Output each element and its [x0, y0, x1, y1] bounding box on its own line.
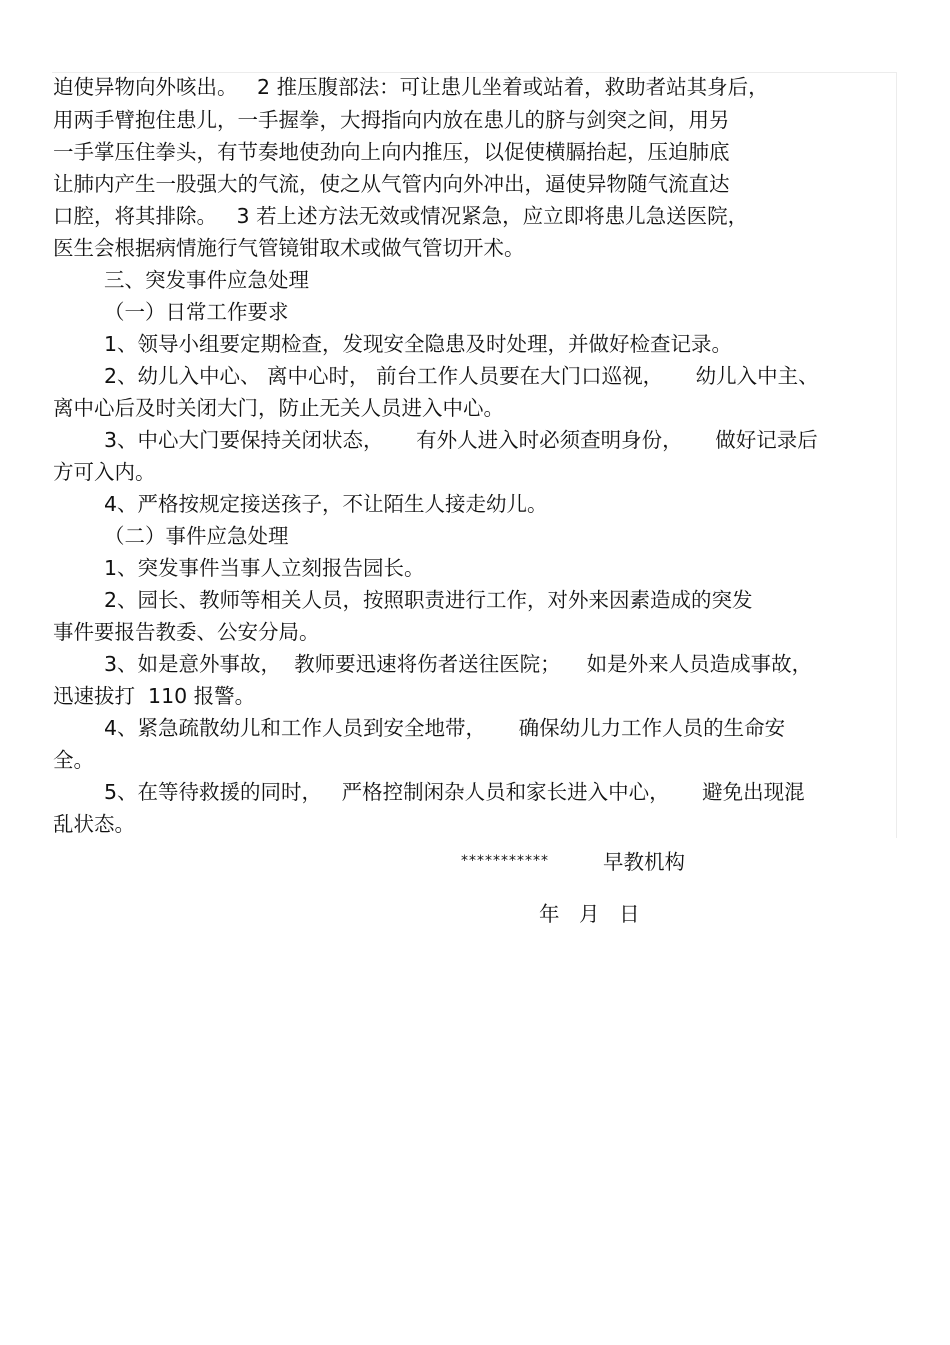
list-item: 1、突发事件当事人立刻报告园长。	[104, 556, 425, 580]
paragraph-line: 让肺内产生一股强大的气流，使之从气管内向外冲出，逼使异物随气流直达	[53, 172, 730, 196]
list-item: 5、在等待救援的同时， 严格控制闲杂人员和家长进入中心， 避免出现混	[104, 780, 805, 804]
list-item-continuation: 方可入内。	[53, 460, 156, 484]
paragraph-line: 用两手臂抱住患儿，一手握拳，大拇指向内放在患儿的脐与剑突之间，用另	[53, 108, 730, 132]
paragraph-line: 迫使异物向外咳出。 2 推压腹部法：可让患儿坐着或站着，救助者站其身后，	[53, 75, 769, 99]
list-item: 4、严格按规定接送孩子，不让陌生人接走幼儿。	[104, 492, 548, 516]
subsection-heading: （一）日常工作要求	[104, 300, 289, 324]
list-item: 1、领导小组要定期检查，发现安全隐患及时处理，并做好检查记录。	[104, 332, 733, 356]
signature-stars: ***********	[461, 853, 549, 869]
list-item: 2、幼儿入中心、 离中心时， 前台工作人员要在大门口巡视， 幼儿入中主、	[104, 364, 819, 388]
list-item: 2、园长、教师等相关人员，按照职责进行工作，对外来因素造成的突发	[104, 588, 753, 612]
list-item-continuation: 全。	[53, 748, 94, 772]
section-heading: 三、突发事件应急处理	[104, 268, 309, 292]
paragraph-line: 一手掌压住拳头，有节奏地使劲向上向内推压，以促使横膈抬起，压迫肺底	[53, 140, 730, 164]
paragraph-line: 医生会根据病情施行气管镜钳取术或做气管切开术。	[53, 236, 525, 260]
list-item: 3、中心大门要保持关闭状态， 有外人进入时必须查明身份， 做好记录后	[104, 428, 818, 452]
paragraph-line: 口腔，将其排除。 3 若上述方法无效或情况紧急，应立即将患儿急送医院，	[53, 204, 749, 228]
list-item: 4、紧急疏散幼儿和工作人员到安全地带， 确保幼儿力工作人员的生命安	[104, 716, 786, 740]
list-item-continuation: 离中心后及时关闭大门，防止无关人员进入中心。	[53, 396, 504, 420]
list-item-continuation: 迅速拔打 110 报警。	[53, 684, 256, 708]
subsection-heading: （二）事件应急处理	[104, 524, 289, 548]
list-item-continuation: 乱状态。	[53, 812, 135, 836]
list-item-continuation: 事件要报告教委、公安分局。	[53, 620, 320, 644]
signature-organization: 早教机构	[603, 850, 685, 874]
signature-date: 年 月 日	[539, 902, 640, 926]
list-item: 3、如是意外事故， 教师要迅速将伤者送往医院； 如是外来人员造成事故，	[104, 652, 813, 676]
